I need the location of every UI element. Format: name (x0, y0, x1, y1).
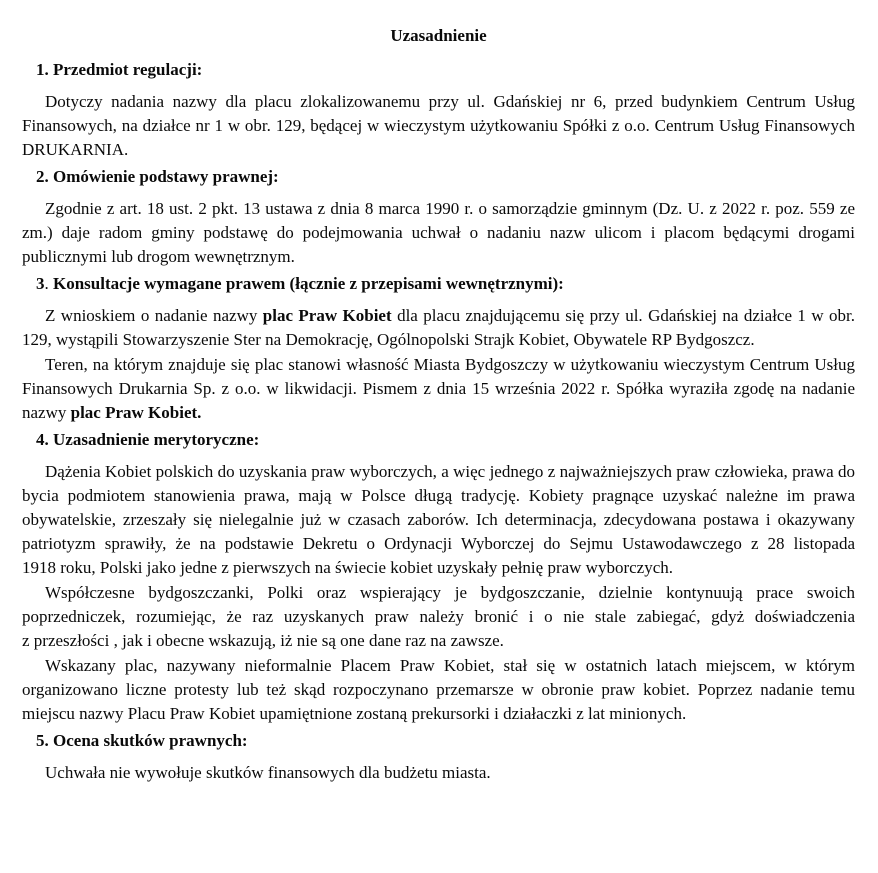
paragraph (22, 460, 855, 580)
paragraph (22, 90, 855, 162)
text-run: Dążenia Kobiet polskich do uzyskania praw wyborczych, a więc jednego z najważniejszych praw człowieka, prawa do bycia podmiotem stanowienia prawa, mają w Polsce długą tradycję. Kobiety pragnące uzyskać należne im prawa obywatelskie, zrzeszały się nielegalnie już w czasach zaborów. Ich determinacja, zdecydowana postawa i okazywany patriotyzm sprawiły, że na podstawie Dekretu o Ordynacji Wyborczej do Sejmu Ustawodawczego z 28 listopada 1918 roku, Polski jako jedne z pierwszych na świecie kobiet uzyskały pełnię praw wyborczych. (22, 462, 855, 577)
heading-run: . (44, 274, 53, 293)
text-run: dla placu znajdującemu się przy ul. Gdańskiej na działce 1 w obr. 129, wystąpili Stowarzyszenie Ster na Demokrację, Ogólnopolski Strajk Kobiet, Obywatele RP Bydgoszcz. (22, 306, 855, 349)
section-heading-4 (36, 428, 855, 452)
text-run: Uchwała nie wywołuje skutków finansowych dla budżetu miasta. (45, 763, 491, 782)
paragraph (22, 353, 855, 425)
heading-run: 3 (36, 274, 45, 293)
text-run: Wskazany plac, nazywany nieformalnie Placem Praw Kobiet, stał się w ostatnich latach miejscem, w którym organizowano liczne protesty lub też skąd rozpoczynano przemarsze w obronie praw kobiet. Poprzez nadanie temu miejscu nazwy Placu Praw Kobiet upamiętnione zostaną prekursorki i działaczki z lat minionych. (22, 656, 855, 723)
text-run: Zgodnie z art. 18 ust. 2 pkt. 13 ustawa z dnia 8 marca 1990 r. o samorządzie gminnym (Dz. U. z 2022 r. poz. 559 ze zm.) daje radom gminy podstawę do podejmowania uchwał o nadaniu nazw ulicom i placom będącymi drogami publicznymi lub drogom wewnętrznym. (22, 199, 855, 266)
paragraph (22, 654, 855, 726)
paragraph (22, 761, 855, 785)
paragraph (22, 581, 855, 653)
paragraph (22, 197, 855, 269)
text-run: Z wnioskiem o nadanie nazwy (45, 306, 263, 325)
heading-run: 1. Przedmiot regulacji: (36, 60, 203, 79)
paragraph (22, 304, 855, 352)
text-run: plac Praw Kobiet (262, 306, 392, 325)
document-body (22, 58, 855, 785)
text-run: Teren, na którym znajduje się plac stanowi własność Miasta Bydgoszczy w użytkowaniu wieczystym Centrum Usług Finansowych Drukarnia Sp. z o.o. w likwidacji. Pismem z dnia 15 września 2022 r. Spółka wyraziła zgodę na nadanie nazwy (22, 355, 855, 422)
section-heading-1 (36, 58, 855, 82)
heading-run: 2. Omówienie podstawy prawnej: (36, 167, 279, 186)
section-heading-3 (36, 272, 855, 296)
document-title: Uzasadnienie (390, 26, 487, 45)
section-heading-5 (36, 729, 855, 753)
heading-run: 4. Uzasadnienie merytoryczne: (36, 430, 260, 449)
text-run: Dotyczy nadania nazwy dla placu zlokalizowanemu przy ul. Gdańskiej nr 6, przed budynkiem Centrum Usług Finansowych, na działce nr 1 w obr. 129, będącej w wieczystym użytkowaniu Spółki z o.o. Centrum Usług Finansowych DRUKARNIA. (22, 92, 855, 159)
text-run: Współczesne bydgoszczanki, Polki oraz wspierający je bydgoszczanie, dzielnie kontynuują prace swoich poprzedniczek, rozumiejąc, że raz uzyskanych praw należy bronić i o nie stale zabiegać, gdyż doświadczenia z przeszłości , jak i obecne wskazują, iż nie są one dane raz na zawsze. (22, 583, 855, 650)
heading-run: 5. Ocena skutków prawnych: (36, 731, 248, 750)
text-run: plac Praw Kobiet. (70, 403, 202, 422)
heading-run: Konsultacje wymagane prawem (łącznie z przepisami wewnętrznymi): (53, 274, 564, 293)
section-heading-2 (36, 165, 855, 189)
